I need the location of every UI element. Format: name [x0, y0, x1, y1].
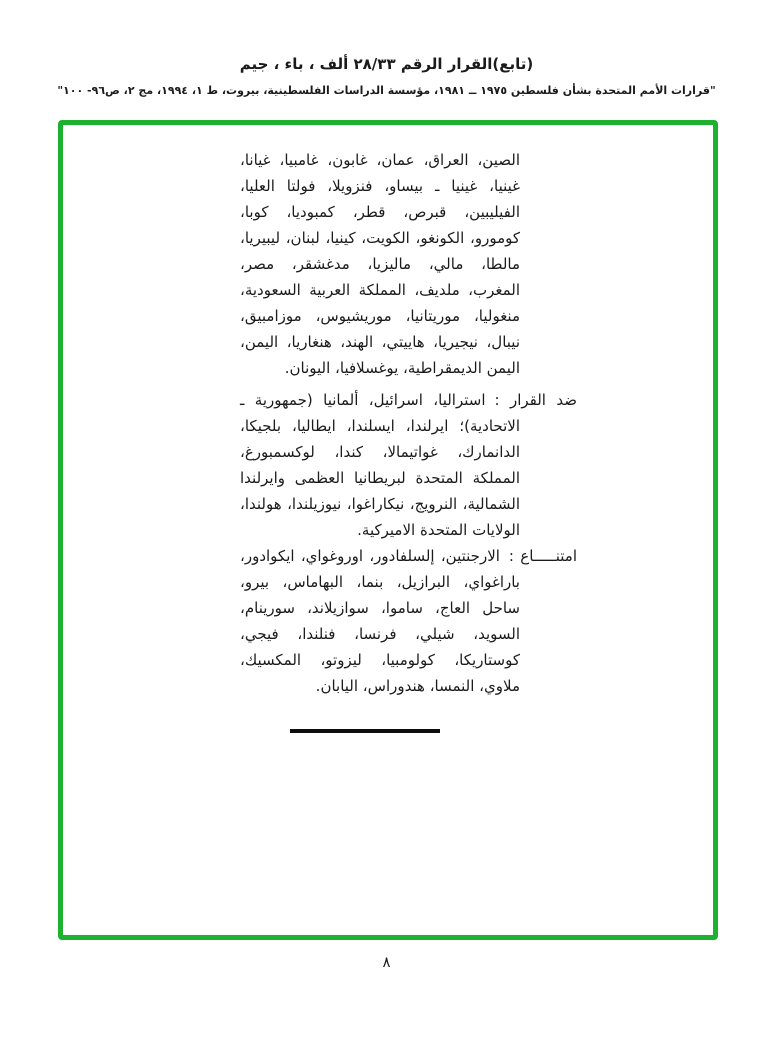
abstain-countries: الارجنتين، إلسلفادور، اوروغواي، ايكوادور، باراغواي، البرازيل، بنما، البهاماس، بيرو، ساحل العاج، ساموا، سوازيلاند، سورينام، السويد، شيلي، فرنسا، فنلندا، فيجي، كوستاريكا، كولومبيا، ليزوتو، المكسيك، ملاوي، النمسا، هندوراس، اليابان.: [240, 547, 520, 695]
abstain-label: امتنـــــاع :: [508, 547, 577, 565]
resolution-title: (تابع)القرار الرقم ٢٨/٣٣ ألف ، باء ، جيم: [239, 55, 534, 73]
page-number: ٨: [382, 953, 391, 971]
against-paragraph: [240, 387, 577, 543]
in-favor-continuation-paragraph: الصين، العراق، عمان، غابون، غامبيا، غيانا، غينيا، غينيا ـ بيساو، فنزويلا، فولتا العليا، الفيليبين، قبرص، قطر، كمبوديا، كوبا، كومورو، الكونغو، الكويت، كينيا، لبنان، ليبيريا، مالطا، مالي، ماليزيا، مدغشقر، مصر، المغرب، ملديف، المملكة العربية السعودية، منغوليا، موريتانيا، موريشيوس، موزامبيق، نيبال، نيجيريا، هاييتي، الهند، هنغاريا، اليمن، اليمن الديمقراطية، يوغسلافيا، اليونان.: [240, 151, 520, 377]
against-label: ضد القرار :: [494, 391, 577, 409]
section-divider: [290, 729, 440, 733]
against-countries: استراليا، اسرائيل، ألمانيا (جمهورية ـ الاتحادية)؛ ايرلندا، ايسلندا، ايطاليا، بلجيكا، الدانمارك، غواتيمالا، كندا، لوكسمبورغ، المملكة المتحدة لبريطانيا العظمى وايرلندا الشمالية، النرويج، نيكاراغوا، نيوزيلندا، هولندا، الولايات المتحدة الاميركية.: [240, 391, 520, 539]
abstain-paragraph: [240, 543, 577, 699]
source-citation: "قرارات الأمم المتحدة بشأن فلسطين ١٩٧٥ ــ ١٩٨١، مؤسسة الدراسات الفلسطينية، بيروت، ط ١، ١٩٩٤، مج ٢، ص٩٦- ١٠٠": [57, 84, 716, 97]
page-header: [0, 54, 773, 97]
vote-results-block: [240, 147, 577, 733]
